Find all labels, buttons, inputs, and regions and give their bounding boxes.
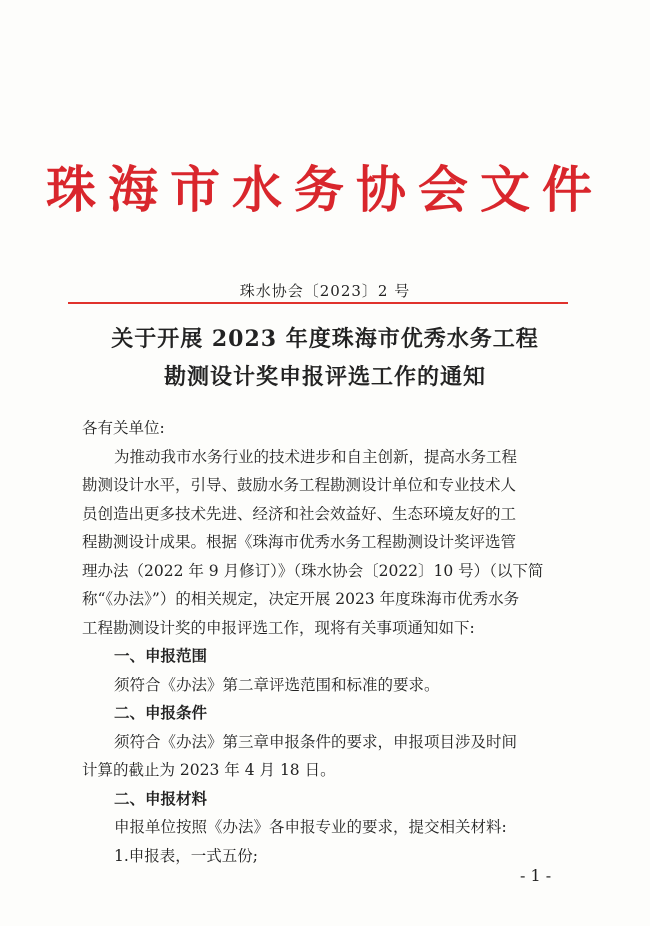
salutation: 各有关单位: bbox=[82, 419, 165, 437]
intro-line: 员创造出更多技术先进、经济和社会效益好、生态环境友好的工 bbox=[82, 504, 517, 523]
issuer-header-title: 珠海市水务协会文件 bbox=[46, 160, 604, 219]
intro-line: 工程勘测设计奖的申报评选工作，现将有关事项通知如下: bbox=[82, 618, 475, 637]
section-materials-text: 申报单位按照《办法》各申报专业的要求，提交相关材料: bbox=[114, 818, 507, 836]
subject-title-line-1: 关于开展 2023 年度珠海市优秀水务工程 bbox=[111, 326, 539, 352]
section-materials-item: 1.申报表，一式五份; bbox=[114, 846, 259, 865]
document-number: 珠水协会〔2023〕2 号 bbox=[239, 282, 411, 300]
intro-line: 勘测设计水平，引导、鼓励水务工程勘测设计单位和专业技术人 bbox=[82, 476, 517, 494]
intro-line: 程勘测设计成果。根据《珠海市优秀水务工程勘测设计奖评选管 bbox=[82, 533, 517, 551]
section-heading-materials: 二、申报材料 bbox=[114, 789, 208, 808]
intro-line: 为推动我市水务行业的技术进步和自主创新，提高水务工程 bbox=[114, 447, 518, 466]
section-heading-conditions: 二、申报条件 bbox=[114, 704, 208, 722]
page-number: - 1 - bbox=[520, 866, 552, 885]
section-heading-scope: 一、申报范围 bbox=[114, 647, 208, 665]
intro-line: 理办法（2022 年 9 月修订）》（珠水协会〔2022〕10 号）（以下简 bbox=[82, 561, 544, 580]
notice-body bbox=[82, 414, 582, 870]
section-conditions-text: 须符合《办法》第三章申报条件的要求，申报项目涉及时间 bbox=[114, 732, 518, 751]
subject-title-line-2: 勘测设计奖申报评选工作的通知 bbox=[163, 364, 486, 390]
section-conditions-text: 计算的截止为 2023 年 4 月 18 日。 bbox=[82, 761, 336, 779]
intro-line: 称“《办法》”）的相关规定，决定开展 2023 年度珠海市优秀水务 bbox=[82, 590, 520, 608]
section-scope-text: 须符合《办法》第二章评选范围和标准的要求。 bbox=[114, 675, 440, 694]
red-divider-line bbox=[68, 302, 568, 304]
